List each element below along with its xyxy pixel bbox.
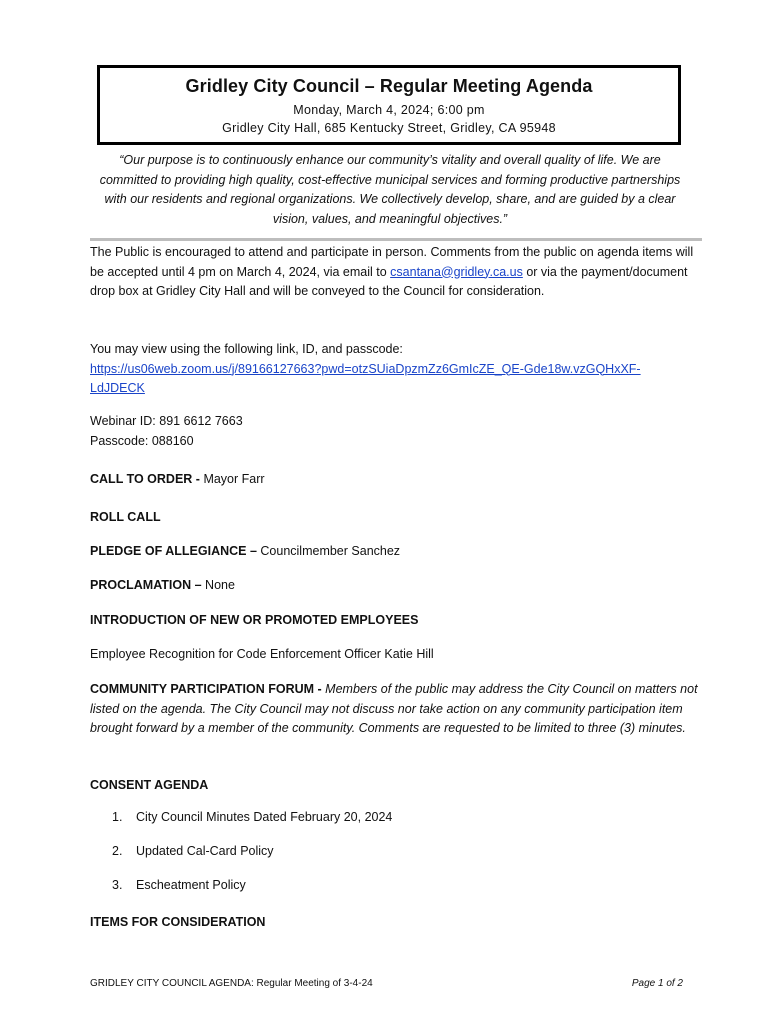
email-link[interactable]: csantana@gridley.ca.us — [390, 264, 523, 279]
consent-agenda-heading: CONSENT AGENDA — [90, 778, 209, 792]
call-to-order — [90, 470, 700, 490]
mission-statement: “Our purpose is to continuously enhance our community’s vitality and overall quality of life. We are committed to providing high quality, cost-effective municipal services and forming productive partnerships with our residents and regional organizations. We collectively develop, share, and are guided by a clear vision, values, and meaningful objectives.” — [99, 153, 681, 226]
public-notice-text-2: or via the payment/document drop box at Gridley City Hall and will be conveyed to the Council for consideration. — [90, 264, 688, 298]
footer-title: GRIDLEY CITY COUNCIL AGENDA: Regular Meeting of 3-4-24 — [90, 978, 373, 989]
pledge-of-allegiance — [90, 542, 700, 562]
consent-item — [112, 878, 246, 892]
meeting-location: Gridley City Hall, 685 Kentucky Street, Gridley, CA 95948 — [222, 121, 556, 135]
proclamation-value: None — [201, 578, 235, 592]
roll-call: ROLL CALL — [90, 510, 161, 524]
public-notice — [90, 243, 700, 302]
webinar-details — [90, 412, 700, 451]
view-intro: You may view using the following link, ID, and passcode: — [90, 342, 403, 356]
community-forum — [90, 680, 700, 739]
zoom-link-line-2[interactable]: LdJDECK — [90, 381, 145, 395]
forum-label: COMMUNITY PARTICIPATION FORUM - — [90, 682, 322, 696]
introduction-heading: INTRODUCTION OF NEW OR PROMOTED EMPLOYEES — [90, 613, 419, 627]
pledge-value: Councilmember Sanchez — [256, 544, 401, 558]
call-to-order-label: CALL TO ORDER - — [90, 472, 200, 486]
call-to-order-value: Mayor Farr — [199, 472, 265, 486]
meeting-date-time: Monday, March 4, 2024; 6:00 pm — [293, 103, 485, 117]
consent-item-number: 3. — [112, 878, 123, 892]
proclamation — [90, 576, 700, 596]
forum-text: Members of the public may address the City Council on matters not listed on the agenda. The City Council may not discuss nor take action on any community participation item brought forward by a member of the community. Comments are requested to be limited to three (3) minutes. — [90, 682, 698, 735]
consent-item-text: City Council Minutes Dated February 20, 2024 — [136, 810, 393, 824]
webinar-id: Webinar ID: 891 6612 7663 — [90, 414, 243, 428]
zoom-link-line-1[interactable]: https://us06web.zoom.us/j/89166127663?pwd=otzSUiaDpzmZz6GmIcZE_QE-Gde18w.vzGQHxXF- — [90, 361, 641, 376]
consent-item-number: 1. — [112, 810, 123, 824]
section-divider — [90, 238, 702, 241]
employee-recognition: Employee Recognition for Code Enforcement Officer Katie Hill — [90, 647, 434, 661]
consent-item — [112, 810, 392, 824]
page-number: Page 1 of 2 — [631, 978, 683, 989]
consent-item-text: Escheatment Policy — [136, 878, 246, 892]
consent-item — [112, 844, 274, 858]
items-for-consideration-heading: ITEMS FOR CONSIDERATION — [90, 915, 266, 929]
proclamation-label: PROCLAMATION – — [90, 578, 202, 592]
header-box — [97, 65, 681, 145]
view-instructions — [90, 340, 700, 399]
consent-item-text: Updated Cal-Card Policy — [136, 844, 274, 858]
pledge-label: PLEDGE OF ALLEGIANCE – — [90, 544, 257, 558]
public-notice-text-1: The Public is encouraged to attend and participate in person. Comments from the public on agenda items will be accepted until 4 pm on March 4, 2024, via email to — [90, 245, 694, 279]
consent-item-number: 2. — [112, 844, 123, 858]
page-title: Gridley City Council – Regular Meeting Agenda — [185, 76, 593, 96]
webinar-passcode: Passcode: 088160 — [90, 433, 194, 448]
